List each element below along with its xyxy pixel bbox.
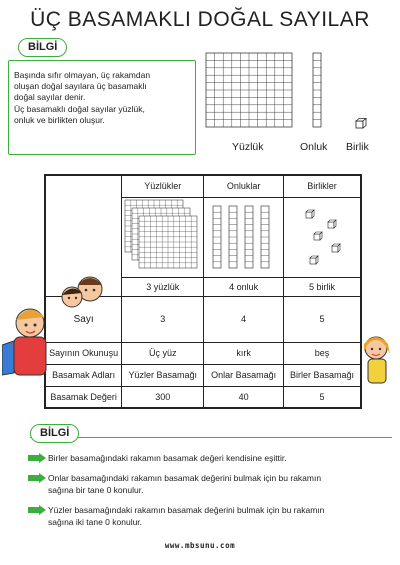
one-cubes-icon <box>292 202 352 272</box>
hundreds-blocks-cell <box>122 197 204 277</box>
info-text <box>14 70 196 126</box>
row-label-place-value: Basamak Değeri <box>45 386 122 408</box>
reading-tens: kırk <box>204 342 284 364</box>
info-line: Üç basamaklı doğal sayılar yüzlük, <box>14 103 145 114</box>
page-title: ÜÇ BASAMAKLI DOĞAL SAYILAR <box>30 8 370 31</box>
rule-line: sağına iki tane 0 konulur. <box>48 517 143 527</box>
arrow-right-icon <box>28 473 46 483</box>
digit-ones: 5 <box>283 296 361 342</box>
place-value-tens: 40 <box>204 386 284 408</box>
footer-url: www.mbsunu.com <box>164 541 236 550</box>
one-label: Birlik <box>346 141 369 153</box>
rule-item <box>28 472 388 496</box>
info2-tag: BİLGİ <box>30 424 79 443</box>
count-tens: 4 onluk <box>204 277 284 296</box>
info-tag: BİLGİ <box>18 38 67 57</box>
count-ones: 5 birlik <box>283 277 361 296</box>
rule-line: Onlar basamağındaki rakamın basamak değerini bulmak için bu rakamın <box>48 473 322 483</box>
header-hundreds: Yüzlükler <box>122 175 204 197</box>
tens-blocks-cell <box>204 197 284 277</box>
arrow-right-icon <box>28 453 46 463</box>
hundred-block-icon <box>205 52 295 130</box>
kids-illustration-icon <box>2 265 112 380</box>
row-label-number: Sayı <box>45 296 122 342</box>
ten-label: Onluk <box>300 141 328 153</box>
arrow-right-icon <box>28 505 46 515</box>
info2-divider <box>30 437 392 438</box>
reading-ones: beş <box>283 342 361 364</box>
digit-hundreds: 3 <box>122 296 204 342</box>
reading-hundreds: Üç yüz <box>122 342 204 364</box>
row-label-reading: Sayının Okunuşu <box>45 342 122 364</box>
rule-item <box>28 452 388 464</box>
header-ones: Birlikler <box>283 175 361 197</box>
place-value-ones: 5 <box>283 386 361 408</box>
info-line: Başında sıfır olmayan, üç rakamdan <box>14 70 151 80</box>
ten-rod-icon <box>312 52 324 130</box>
info-line: onluk ve birlikten oluşur. <box>14 114 105 125</box>
place-name-hundreds: Yüzler Basamağı <box>122 364 204 386</box>
place-name-tens: Onlar Basamağı <box>204 364 284 386</box>
ones-blocks-cell <box>283 197 361 277</box>
info-line: doğal sayılar denir. <box>14 92 86 103</box>
hundred-blocks-icon <box>123 198 203 276</box>
rule-line: sağına bir tane 0 konulur. <box>48 485 144 495</box>
ten-rods-icon <box>209 202 279 272</box>
place-name-ones: Birler Basamağı <box>283 364 361 386</box>
count-hundreds: 3 yüzlük <box>122 277 204 296</box>
rule-item <box>28 504 388 528</box>
hundred-label: Yüzlük <box>232 141 264 153</box>
place-value-hundreds: 300 <box>122 386 204 408</box>
row-label-place-names: Basamak Adları <box>45 364 122 386</box>
digit-tens: 4 <box>204 296 284 342</box>
girl-illustration-icon <box>358 330 398 385</box>
one-cube-icon <box>355 118 367 130</box>
info-line: oluşan doğal sayılara üç basamaklı <box>14 81 147 92</box>
header-tens: Onluklar <box>204 175 284 197</box>
rule-line: Yüzler basamağındaki rakamın basamak değerini bulmak için bu rakamın <box>48 505 325 515</box>
rule-line: Birler basamağındaki rakamın basamak değeri kendisine eşittir. <box>48 453 287 463</box>
